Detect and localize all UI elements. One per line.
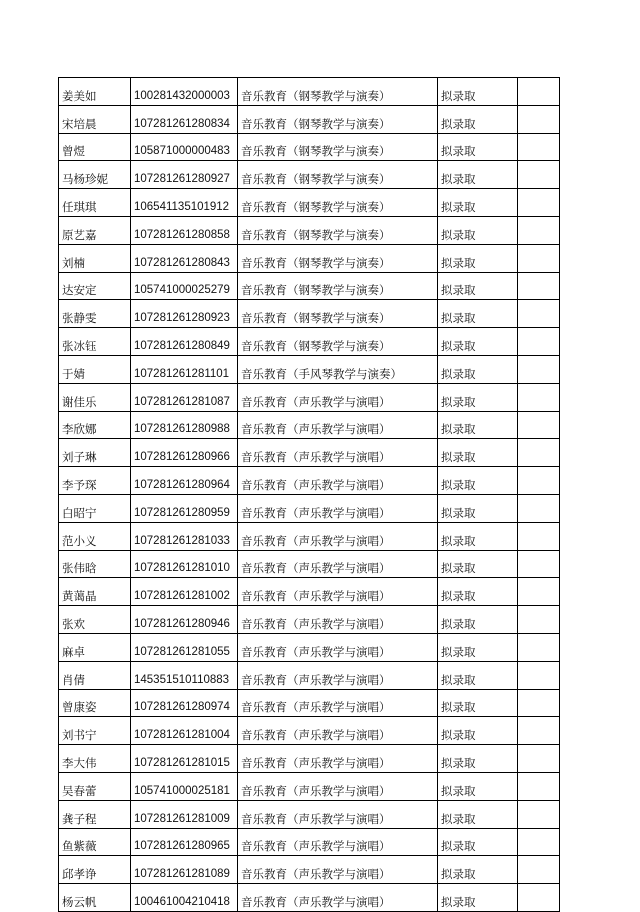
- exam-number: 107281261281089: [131, 856, 238, 884]
- exam-number: 107281261280966: [131, 439, 238, 467]
- table-row: [59, 828, 560, 856]
- table-row: [59, 411, 560, 439]
- remark-cell: [518, 661, 560, 689]
- table-row: [59, 578, 560, 606]
- admission-status: 拟录取: [438, 216, 518, 244]
- table-row: [59, 105, 560, 133]
- admission-status: 拟录取: [438, 550, 518, 578]
- major-name: 音乐教育（声乐教学与演唱）: [238, 745, 438, 773]
- exam-number: 107281261280964: [131, 467, 238, 495]
- major-name: 音乐教育（钢琴教学与演奏）: [238, 244, 438, 272]
- major-name: 音乐教育（声乐教学与演唱）: [238, 689, 438, 717]
- exam-number: 106541135101912: [131, 189, 238, 217]
- admission-status: 拟录取: [438, 383, 518, 411]
- admission-status: 拟录取: [438, 689, 518, 717]
- remark-cell: [518, 244, 560, 272]
- exam-number: 107281261280965: [131, 828, 238, 856]
- candidate-name: 张静雯: [59, 300, 131, 328]
- table-row: [59, 772, 560, 800]
- remark-cell: [518, 745, 560, 773]
- remark-cell: [518, 522, 560, 550]
- exam-number: 107281261281009: [131, 800, 238, 828]
- major-name: 音乐教育（钢琴教学与演奏）: [238, 105, 438, 133]
- major-name: 音乐教育（声乐教学与演唱）: [238, 633, 438, 661]
- major-name: 音乐教育（钢琴教学与演奏）: [238, 328, 438, 356]
- remark-cell: [518, 411, 560, 439]
- major-name: 音乐教育（手风琴教学与演奏）: [238, 355, 438, 383]
- major-name: 音乐教育（声乐教学与演唱）: [238, 439, 438, 467]
- admission-status: 拟录取: [438, 411, 518, 439]
- exam-number: 107281261281033: [131, 522, 238, 550]
- major-name: 音乐教育（声乐教学与演唱）: [238, 800, 438, 828]
- major-name: 音乐教育（声乐教学与演唱）: [238, 856, 438, 884]
- table-row: [59, 216, 560, 244]
- table-row: [59, 884, 560, 912]
- candidate-name: 曾煜: [59, 133, 131, 161]
- admission-status: 拟录取: [438, 772, 518, 800]
- remark-cell: [518, 800, 560, 828]
- admission-status: 拟录取: [438, 272, 518, 300]
- table-row: [59, 161, 560, 189]
- exam-number: 145351510110883: [131, 661, 238, 689]
- major-name: 音乐教育（声乐教学与演唱）: [238, 467, 438, 495]
- candidate-name: 姜美如: [59, 78, 131, 106]
- remark-cell: [518, 355, 560, 383]
- major-name: 音乐教育（声乐教学与演唱）: [238, 606, 438, 634]
- candidate-name: 邱孝诤: [59, 856, 131, 884]
- table-row: [59, 633, 560, 661]
- table-row: [59, 745, 560, 773]
- table-row: [59, 467, 560, 495]
- major-name: 音乐教育（钢琴教学与演奏）: [238, 78, 438, 106]
- table-row: [59, 78, 560, 106]
- admission-status: 拟录取: [438, 161, 518, 189]
- major-name: 音乐教育（声乐教学与演唱）: [238, 383, 438, 411]
- candidate-name: 张欢: [59, 606, 131, 634]
- table-row: [59, 800, 560, 828]
- remark-cell: [518, 161, 560, 189]
- admission-status: 拟录取: [438, 300, 518, 328]
- candidate-name: 杨云帆: [59, 884, 131, 912]
- exam-number: 107281261280843: [131, 244, 238, 272]
- admission-status: 拟录取: [438, 745, 518, 773]
- candidate-name: 刘书宁: [59, 717, 131, 745]
- major-name: 音乐教育（钢琴教学与演奏）: [238, 189, 438, 217]
- table-row: [59, 300, 560, 328]
- admission-status: 拟录取: [438, 494, 518, 522]
- remark-cell: [518, 328, 560, 356]
- admission-status: 拟录取: [438, 78, 518, 106]
- major-name: 音乐教育（钢琴教学与演奏）: [238, 272, 438, 300]
- exam-number: 107281261281004: [131, 717, 238, 745]
- major-name: 音乐教育（声乐教学与演唱）: [238, 522, 438, 550]
- admission-status: 拟录取: [438, 800, 518, 828]
- table-row: [59, 661, 560, 689]
- admission-status: 拟录取: [438, 828, 518, 856]
- remark-cell: [518, 689, 560, 717]
- exam-number: 107281261280858: [131, 216, 238, 244]
- remark-cell: [518, 856, 560, 884]
- candidate-name: 刘子琳: [59, 439, 131, 467]
- table-row: [59, 522, 560, 550]
- major-name: 音乐教育（声乐教学与演唱）: [238, 772, 438, 800]
- exam-number: 105741000025279: [131, 272, 238, 300]
- remark-cell: [518, 133, 560, 161]
- major-name: 音乐教育（声乐教学与演唱）: [238, 661, 438, 689]
- exam-number: 107281261280927: [131, 161, 238, 189]
- table-row: [59, 328, 560, 356]
- exam-number: 107281261281101: [131, 355, 238, 383]
- admission-status: 拟录取: [438, 355, 518, 383]
- admission-status: 拟录取: [438, 522, 518, 550]
- major-name: 音乐教育（声乐教学与演唱）: [238, 550, 438, 578]
- major-name: 音乐教育（声乐教学与演唱）: [238, 578, 438, 606]
- candidate-name: 任琪琪: [59, 189, 131, 217]
- table-row: [59, 494, 560, 522]
- candidate-name: 张伟晗: [59, 550, 131, 578]
- table-row: [59, 355, 560, 383]
- candidate-name: 李欣娜: [59, 411, 131, 439]
- exam-number: 100281432000003: [131, 78, 238, 106]
- candidate-name: 李大伟: [59, 745, 131, 773]
- admission-status: 拟录取: [438, 856, 518, 884]
- admission-status: 拟录取: [438, 189, 518, 217]
- table-row: [59, 606, 560, 634]
- major-name: 音乐教育（声乐教学与演唱）: [238, 494, 438, 522]
- remark-cell: [518, 606, 560, 634]
- admission-status: 拟录取: [438, 328, 518, 356]
- table-row: [59, 272, 560, 300]
- exam-number: 107281261280923: [131, 300, 238, 328]
- exam-number: 107281261280849: [131, 328, 238, 356]
- remark-cell: [518, 633, 560, 661]
- remark-cell: [518, 78, 560, 106]
- exam-number: 107281261281087: [131, 383, 238, 411]
- remark-cell: [518, 578, 560, 606]
- exam-number: 107281261281010: [131, 550, 238, 578]
- table-row: [59, 856, 560, 884]
- remark-cell: [518, 467, 560, 495]
- major-name: 音乐教育（钢琴教学与演奏）: [238, 216, 438, 244]
- major-name: 音乐教育（声乐教学与演唱）: [238, 411, 438, 439]
- remark-cell: [518, 272, 560, 300]
- exam-number: 107281261281002: [131, 578, 238, 606]
- remark-cell: [518, 494, 560, 522]
- table-row: [59, 717, 560, 745]
- remark-cell: [518, 550, 560, 578]
- remark-cell: [518, 216, 560, 244]
- major-name: 音乐教育（声乐教学与演唱）: [238, 884, 438, 912]
- remark-cell: [518, 439, 560, 467]
- exam-number: 105741000025181: [131, 772, 238, 800]
- table-row: [59, 689, 560, 717]
- candidate-name: 原艺嘉: [59, 216, 131, 244]
- candidate-name: 吴春蕾: [59, 772, 131, 800]
- admission-status: 拟录取: [438, 606, 518, 634]
- table-row: [59, 189, 560, 217]
- table-row: [59, 244, 560, 272]
- candidate-name: 龚子程: [59, 800, 131, 828]
- admission-status: 拟录取: [438, 633, 518, 661]
- admission-status: 拟录取: [438, 467, 518, 495]
- candidate-name: 曾康姿: [59, 689, 131, 717]
- exam-number: 100461004210418: [131, 884, 238, 912]
- exam-number: 107281261280988: [131, 411, 238, 439]
- candidate-name: 黄蔼晶: [59, 578, 131, 606]
- candidate-name: 宋培晨: [59, 105, 131, 133]
- exam-number: 107281261280974: [131, 689, 238, 717]
- exam-number: 107281261280834: [131, 105, 238, 133]
- major-name: 音乐教育（声乐教学与演唱）: [238, 717, 438, 745]
- table-row: [59, 550, 560, 578]
- candidate-name: 李予琛: [59, 467, 131, 495]
- major-name: 音乐教育（钢琴教学与演奏）: [238, 300, 438, 328]
- candidate-name: 刘楠: [59, 244, 131, 272]
- admission-status: 拟录取: [438, 578, 518, 606]
- major-name: 音乐教育（钢琴教学与演奏）: [238, 161, 438, 189]
- remark-cell: [518, 717, 560, 745]
- table-row: [59, 133, 560, 161]
- candidate-name: 肖倩: [59, 661, 131, 689]
- exam-number: 107281261280959: [131, 494, 238, 522]
- exam-number: 107281261281055: [131, 633, 238, 661]
- admission-status: 拟录取: [438, 439, 518, 467]
- remark-cell: [518, 383, 560, 411]
- admission-list-table: [58, 77, 560, 912]
- candidate-name: 马杨珍妮: [59, 161, 131, 189]
- candidate-name: 张冰钰: [59, 328, 131, 356]
- table-row: [59, 439, 560, 467]
- major-name: 音乐教育（声乐教学与演唱）: [238, 828, 438, 856]
- exam-number: 105871000000483: [131, 133, 238, 161]
- candidate-name: 麻卓: [59, 633, 131, 661]
- admission-list-body: [59, 78, 560, 912]
- admission-status: 拟录取: [438, 105, 518, 133]
- candidate-name: 范小义: [59, 522, 131, 550]
- candidate-name: 达安定: [59, 272, 131, 300]
- remark-cell: [518, 189, 560, 217]
- exam-number: 107281261281015: [131, 745, 238, 773]
- candidate-name: 谢佳乐: [59, 383, 131, 411]
- table-row: [59, 383, 560, 411]
- admission-status: 拟录取: [438, 244, 518, 272]
- remark-cell: [518, 105, 560, 133]
- candidate-name: 于婧: [59, 355, 131, 383]
- remark-cell: [518, 300, 560, 328]
- remark-cell: [518, 884, 560, 912]
- admission-status: 拟录取: [438, 884, 518, 912]
- remark-cell: [518, 772, 560, 800]
- admission-status: 拟录取: [438, 717, 518, 745]
- remark-cell: [518, 828, 560, 856]
- major-name: 音乐教育（钢琴教学与演奏）: [238, 133, 438, 161]
- admission-status: 拟录取: [438, 133, 518, 161]
- admission-status: 拟录取: [438, 661, 518, 689]
- candidate-name: 鱼紫薇: [59, 828, 131, 856]
- exam-number: 107281261280946: [131, 606, 238, 634]
- candidate-name: 白昭宁: [59, 494, 131, 522]
